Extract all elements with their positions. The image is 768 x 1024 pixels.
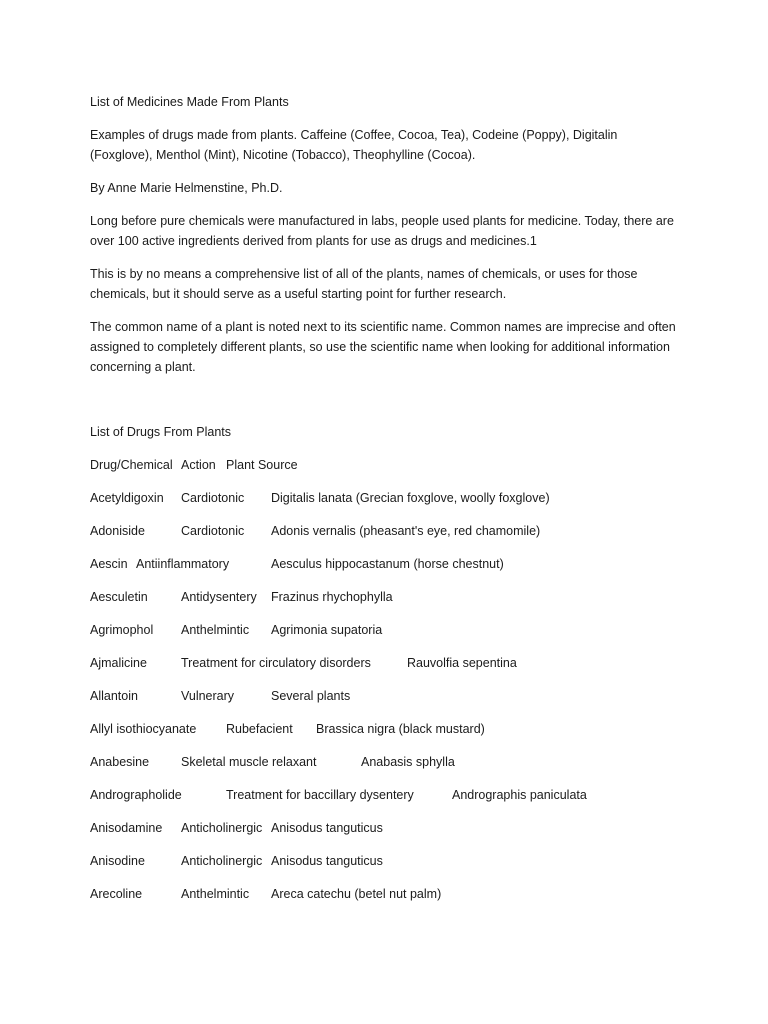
- table-row: [90, 851, 680, 871]
- table-row: [90, 620, 680, 640]
- plant-source: Anisodus tanguticus: [271, 821, 383, 835]
- plant-source: Andrographis paniculata: [452, 788, 587, 802]
- drug-name: Acetyldigoxin: [90, 491, 164, 505]
- table-header-row: [90, 455, 680, 475]
- plant-source: Areca catechu (betel nut palm): [271, 887, 442, 901]
- drug-action: Treatment for baccillary dysentery: [226, 788, 414, 802]
- plant-source: Digitalis lanata (Grecian foxglove, woolly foxglove): [271, 491, 550, 505]
- byline: By Anne Marie Helmenstine, Ph.D.: [90, 181, 283, 195]
- drug-name: Anabesine: [90, 755, 150, 769]
- table-row: [90, 818, 680, 838]
- plant-source: Several plants: [271, 689, 351, 703]
- drug-name: Agrimophol: [90, 623, 154, 637]
- drug-name: Andrographolide: [90, 788, 182, 802]
- list-heading: List of Drugs From Plants: [90, 425, 232, 439]
- drug-action: Cardiotonic: [181, 491, 245, 505]
- table-row: [90, 521, 680, 541]
- drug-name: Aesculetin: [90, 590, 148, 604]
- drug-action: Anthelmintic: [181, 623, 250, 637]
- table-row: [90, 587, 680, 607]
- plant-source: Frazinus rhychophylla: [271, 590, 393, 604]
- plant-source: Aesculus hippocastanum (horse chestnut): [271, 557, 504, 571]
- table-row: [90, 752, 680, 772]
- drug-name: Anisodamine: [90, 821, 163, 835]
- drug-action: Anticholinergic: [181, 821, 263, 835]
- table-row: [90, 653, 680, 673]
- plant-source: Anabasis sphylla: [361, 755, 455, 769]
- drug-name: Arecoline: [90, 887, 143, 901]
- plant-source: Adonis vernalis (pheasant's eye, red chamomile): [271, 524, 541, 538]
- drug-name: Allyl isothiocyanate: [90, 722, 197, 736]
- header-action: Action: [181, 458, 216, 472]
- drug-name: Aescin: [90, 557, 128, 571]
- drug-action: Treatment for circulatory disorders: [181, 656, 371, 670]
- body-paragraph: Long before pure chemicals were manufactured in labs, people used plants for medicine. Today, there are over 100 active ingredients derived from plants for use as drugs and medicines.1: [90, 214, 674, 248]
- table-row: [90, 686, 680, 706]
- drug-action: Anthelmintic: [181, 887, 250, 901]
- drug-name: Adoniside: [90, 524, 145, 538]
- plant-source: Agrimonia supatoria: [271, 623, 383, 637]
- intro-paragraph: Examples of drugs made from plants. Caffeine (Coffee, Cocoa, Tea), Codeine (Poppy), Digitalin (Foxglove), Menthol (Mint), Nicotine (Tobacco), Theophylline (Cocoa).: [90, 128, 618, 162]
- drug-name: Ajmalicine: [90, 656, 147, 670]
- table-row: [90, 554, 680, 574]
- drug-action: Vulnerary: [181, 689, 235, 703]
- document-content: [90, 92, 680, 917]
- table-row: [90, 488, 680, 508]
- drug-action: Antiinflammatory: [136, 557, 230, 571]
- drug-action: Antidysentery: [181, 590, 257, 604]
- body-paragraph: This is by no means a comprehensive list of all of the plants, names of chemicals, or uses for those chemicals, but it should serve as a useful starting point for further research.: [90, 267, 638, 301]
- drug-name: Anisodine: [90, 854, 145, 868]
- header-source: Plant Source: [226, 458, 298, 472]
- document-title: List of Medicines Made From Plants: [90, 95, 289, 109]
- plant-source: Rauvolfia sepentina: [407, 656, 517, 670]
- drug-action: Skeletal muscle relaxant: [181, 755, 317, 769]
- header-drug: Drug/Chemical: [90, 458, 173, 472]
- plant-source: Anisodus tanguticus: [271, 854, 383, 868]
- drug-action: Cardiotonic: [181, 524, 245, 538]
- drug-action: Rubefacient: [226, 722, 293, 736]
- body-paragraph: The common name of a plant is noted next to its scientific name. Common names are imprecise and often assigned to completely different plants, so use the scientific name when looking for additional information concerning a plant.: [90, 320, 676, 374]
- drug-action: Anticholinergic: [181, 854, 263, 868]
- drug-name: Allantoin: [90, 689, 138, 703]
- table-row: [90, 884, 680, 904]
- table-row: [90, 719, 680, 739]
- plant-source: Brassica nigra (black mustard): [316, 722, 485, 736]
- section-spacer: [90, 390, 680, 422]
- table-row: [90, 785, 680, 805]
